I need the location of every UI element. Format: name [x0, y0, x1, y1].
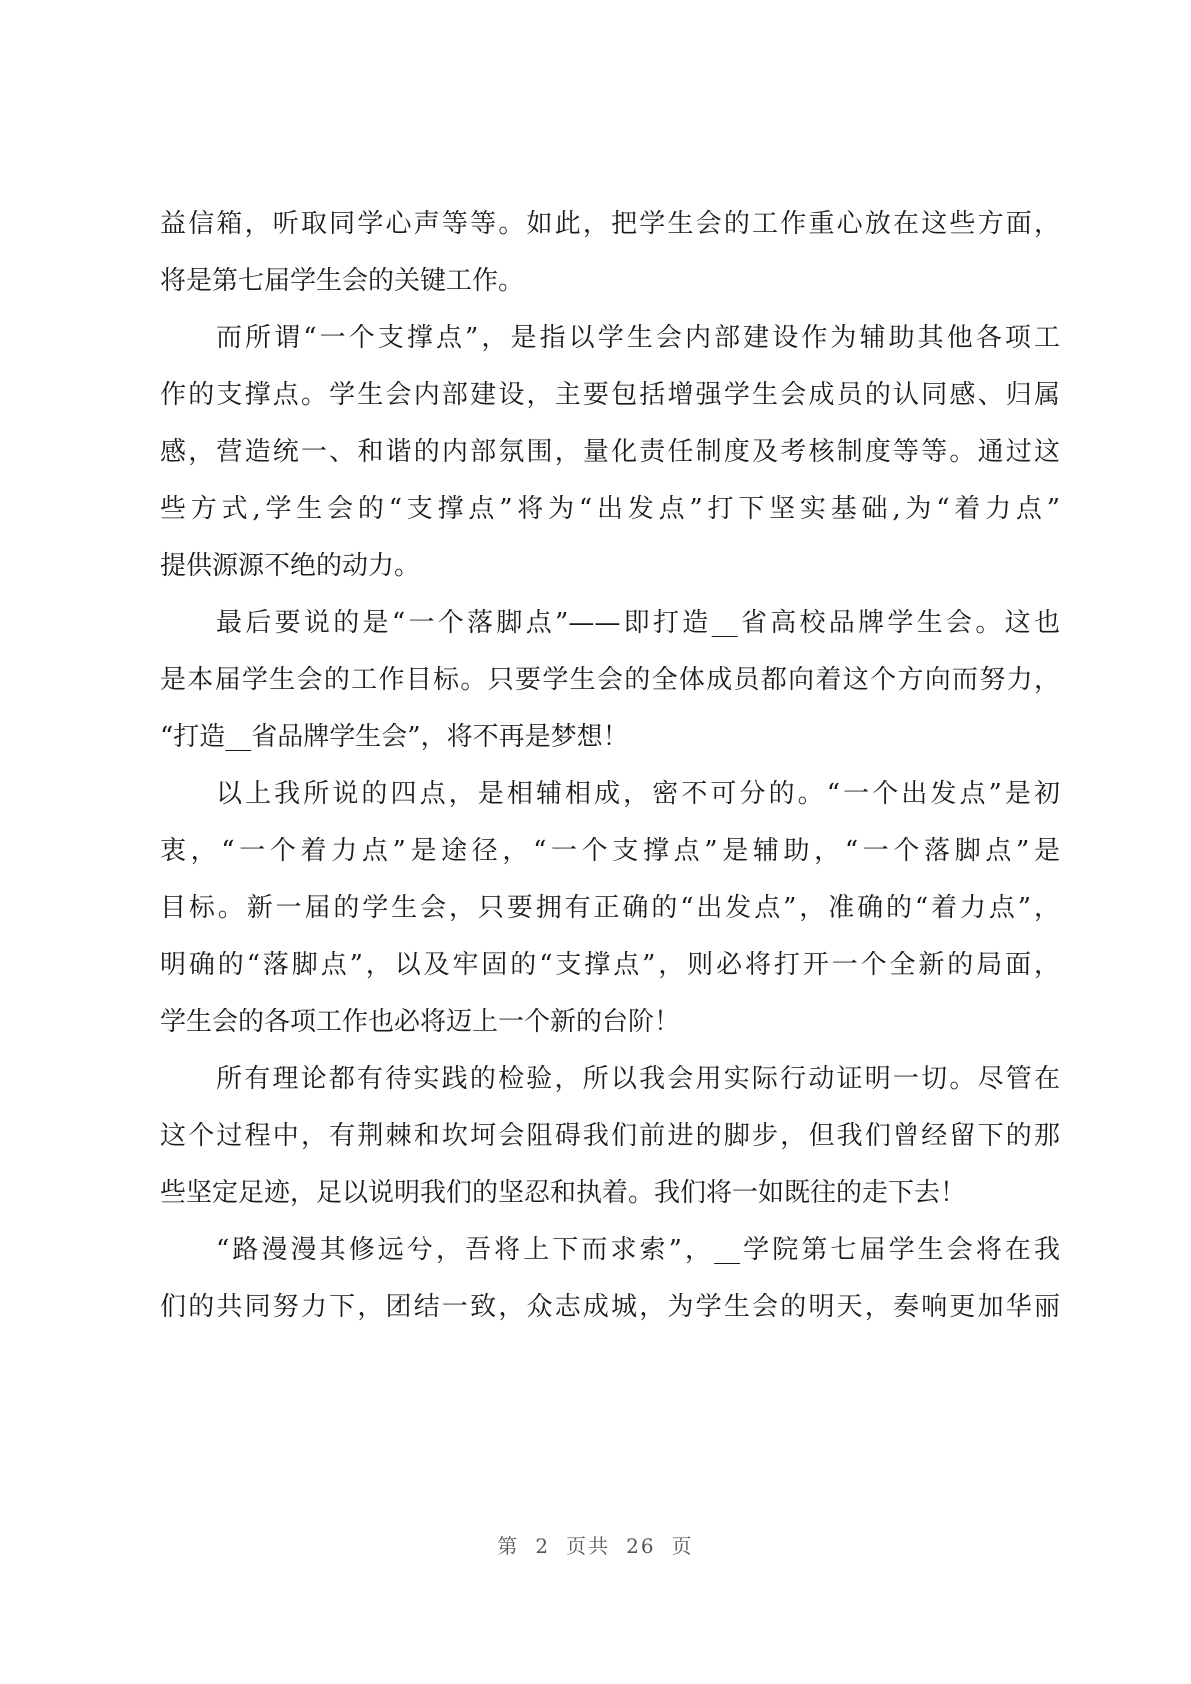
text-line: 提供源源不绝的动力。: [160, 551, 421, 581]
footer-middle: 页共: [566, 1534, 611, 1558]
text-line: 这个过程中，有荆棘和坎坷会阻碍我们前进的脚步，但我们曾经留下的那: [160, 1121, 1060, 1151]
text-line: 些方式,学生会的“支撑点”将为“出发点”打下坚实基础,为“着力点”: [160, 494, 1060, 524]
text-line: 些坚定足迹，足以说明我们的坚忍和执着。我们将一如既往的走下去！: [160, 1178, 967, 1208]
text-line: 而所谓“一个支撑点”，是指以学生会内部建设作为辅助其他各项工: [216, 323, 1060, 353]
page-footer: [0, 1530, 1191, 1559]
text-line: 以上我所说的四点，是相辅相成，密不可分的。“一个出发点”是初: [216, 779, 1060, 809]
text-line: 们的共同努力下，团结一致，众志成城，为学生会的明天，奏响更加华丽: [160, 1292, 1060, 1322]
current-page-number: 2: [535, 1534, 551, 1558]
text-line: 感，营造统一、和谐的内部氛围，量化责任制度及考核制度等等。通过这: [160, 437, 1060, 467]
text-line: “打造__省品牌学生会”，将不再是梦想！: [160, 722, 629, 752]
total-page-number: 26: [626, 1534, 656, 1558]
text-line: 作的支撑点。学生会内部建设，主要包括增强学生会成员的认同感、归属: [160, 380, 1060, 410]
text-line: 将是第七届学生会的关键工作。: [160, 266, 525, 296]
text-line: 学生会的各项工作也必将迈上一个新的台阶！: [160, 1007, 681, 1037]
text-line: 是本届学生会的工作目标。只要学生会的全体成员都向着这个方向而努力，: [160, 665, 1060, 695]
text-line: 益信箱，听取同学心声等等。如此，把学生会的工作重心放在这些方面，: [160, 209, 1060, 239]
text-line: 明确的“落脚点”，以及牢固的“支撑点”，则必将打开一个全新的局面，: [160, 950, 1060, 980]
footer-prefix: 第: [497, 1534, 520, 1558]
text-line: 所有理论都有待实践的检验，所以我会用实际行动证明一切。尽管在: [216, 1064, 1060, 1094]
text-line: 衷，“一个着力点”是途径，“一个支撑点”是辅助，“一个落脚点”是: [160, 836, 1060, 866]
text-line: 目标。新一届的学生会，只要拥有正确的“出发点”，准确的“着力点”，: [160, 893, 1060, 923]
text-line: “路漫漫其修远兮，吾将上下而求索”，__学院第七届学生会将在我: [216, 1235, 1060, 1265]
text-line: 最后要说的是“一个落脚点”——即打造__省高校品牌学生会。这也: [216, 608, 1060, 638]
footer-suffix: 页: [671, 1534, 694, 1558]
